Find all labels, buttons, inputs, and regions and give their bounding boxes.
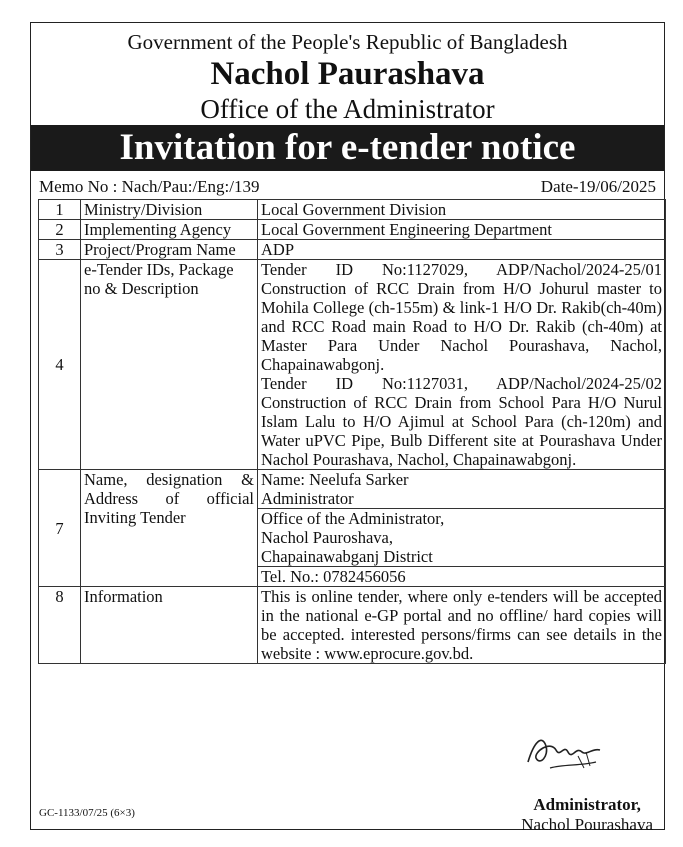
table-row bbox=[39, 470, 666, 509]
row-label: Name, designation & Address of official Inviting Tender bbox=[81, 470, 258, 587]
table-row bbox=[39, 200, 666, 220]
notice-header bbox=[31, 29, 664, 125]
memo-row bbox=[31, 171, 664, 197]
office-name: Office of the Administrator bbox=[200, 94, 495, 124]
row-value: Local Government Division bbox=[258, 200, 666, 220]
row-label: Implementing Agency bbox=[81, 220, 258, 240]
tender-1-description: Tender ID No:1127029, ADP/Nachol/2024-25/01 Construction of RCC Drain from H/O Johurul master to Mohila College (ch-155m) & link-1 H/O Dr. Rakib(ch-40m) and RCC Road main Road to H/O Dr. Rakib (ch-40m) at Master Para Under Nachol Pourashava, Nachol, Chapainawabgonj. bbox=[261, 260, 662, 374]
notice-frame bbox=[30, 22, 665, 830]
official-name: Name: Neelufa Sarker bbox=[261, 470, 409, 489]
address-line: Office of the Administrator, bbox=[261, 509, 445, 528]
row-number: 3 bbox=[39, 240, 81, 260]
table-row bbox=[39, 587, 666, 664]
signature-image bbox=[520, 722, 610, 782]
government-line: Government of the People's Republic of Bangladesh bbox=[127, 30, 568, 54]
notice-title-banner: Invitation for e-tender notice bbox=[31, 125, 664, 171]
table-row bbox=[39, 240, 666, 260]
row-value: ADP bbox=[258, 240, 666, 260]
table-row bbox=[39, 220, 666, 240]
gc-code: GC-1133/07/25 (6×3) bbox=[39, 807, 135, 819]
row-number: 8 bbox=[39, 587, 81, 664]
table-row bbox=[39, 260, 666, 470]
row-label: e-Tender IDs, Package no & Description bbox=[81, 260, 258, 470]
row-label: Ministry/Division bbox=[81, 200, 258, 220]
tender-2-description: Tender ID No:1127031, ADP/Nachol/2024-25/02 Construction of RCC Drain from School Para H/O Nurul Islam Lalu to H/O Ajimul at School Para (ch-120m) and Water uPVC Pipe, Bulb Different site at Pourashava Under Nachol Pourashava, Nachol, Chapainawabgonj. bbox=[261, 374, 662, 469]
row-number: 1 bbox=[39, 200, 81, 220]
row-label: Information bbox=[81, 587, 258, 664]
tender-descriptions bbox=[258, 260, 666, 470]
tender-info-table bbox=[38, 199, 666, 664]
official-telephone: Tel. No.: 0782456056 bbox=[258, 567, 666, 587]
address-line: Chapainawabganj District bbox=[261, 547, 433, 566]
signatory-organization: Nachol Pourashava bbox=[521, 815, 653, 834]
row-number: 7 bbox=[39, 470, 81, 587]
memo-date: Date-19/06/2025 bbox=[540, 177, 656, 196]
row-value: This is online tender, where only e-tenders will be accepted in the national e-GP portal and no offline/ hard copies will be accepted. interested persons/firms can see details in the website : www.eprocure.gov.bd. bbox=[258, 587, 666, 664]
signatory-title: Administrator, bbox=[533, 795, 641, 814]
official-address-cell bbox=[258, 509, 666, 567]
organization-name: Nachol Paurashava bbox=[210, 56, 485, 92]
official-designation: Administrator bbox=[261, 489, 354, 508]
row-label: Project/Program Name bbox=[81, 240, 258, 260]
row-number: 2 bbox=[39, 220, 81, 240]
signature-block bbox=[521, 795, 653, 835]
official-name-cell bbox=[258, 470, 666, 509]
row-number: 4 bbox=[39, 260, 81, 470]
row-value: Local Government Engineering Department bbox=[258, 220, 666, 240]
memo-number: Memo No : Nach/Pau:/Eng:/139 bbox=[39, 177, 260, 196]
address-line: Nachol Pauroshava, bbox=[261, 528, 393, 547]
